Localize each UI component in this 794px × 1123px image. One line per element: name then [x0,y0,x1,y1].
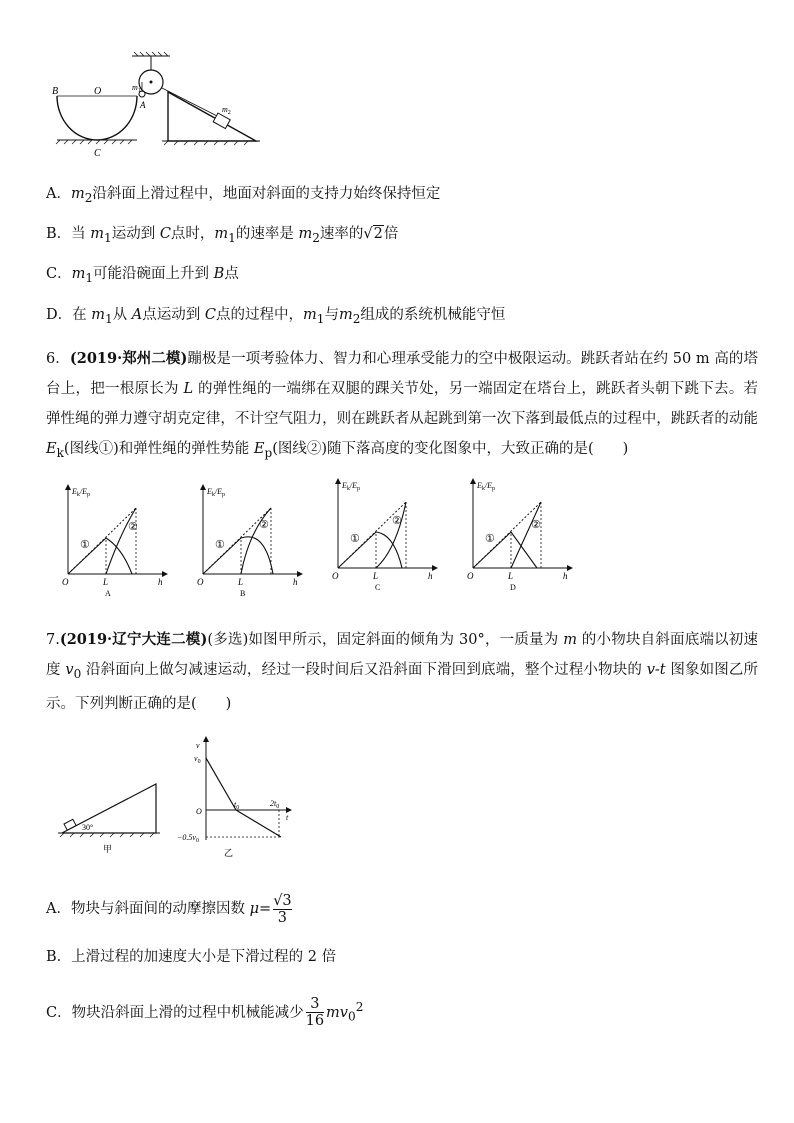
q5-option-c[interactable]: C．$m_1$可能沿碗面上升到 B点 [46,266,239,285]
svg-text:−0.5v0: $-0.5v_0$ [177,833,199,844]
svg-text:①: ① [485,533,495,545]
q5-option-a[interactable]: A．$m_2$沿斜面上滑过程中，地面对斜面的支持力始终保持恒定 [46,186,441,205]
svg-text:v: v [196,741,200,750]
fig-7-vt-graph [176,736,306,861]
svg-text:Ek/Ep: $E_k/E_p$ [477,481,496,492]
svg-text:B: B [52,86,59,97]
svg-text:Ek/Ep: $E_k/E_p$ [342,481,361,492]
question-6: 6．(2019·郑州二模)蹦极是一项考验体力、智力和心理承受能力的空中极限运动。跳跃者站在约 50 m 高的塔台上，把一根原长为 L 的弹性绳的一端绑在双腿的踝关节处，另一端固定在塔台上，跳跃者头朝下跳下去。若弹性绳的弹力遵守胡克定律，不计空气阻力，则在跳跃者从起跳到第一次下落到最低点的过程中，跳跃者的动能 $E_k$(图线①)和弹性绳的弹性势能 $E_p$(图线②)随下落高度的变化图象中，大致正确的是( ) [46,350,759,460]
svg-text:O: O [197,577,204,587]
svg-text:A: A [105,589,111,598]
svg-text:L: L [238,577,244,587]
svg-text:h: h [293,577,298,587]
svg-text:t0: $t_0$ [234,800,240,811]
svg-text:Ek/Ep: $E_k/E_p$ [72,487,91,498]
svg-text:甲: 甲 [103,844,113,854]
svg-text:h: h [158,577,163,587]
svg-text:B: B [240,589,246,598]
graph-option-a[interactable] [62,484,172,599]
svg-text:②: ② [128,521,138,533]
graph-option-c[interactable] [332,478,442,593]
fig-7-incline [56,776,166,856]
q7-option-c[interactable]: C．物块沿斜面上滑的过程中机械能减少 $\frac{3}{16}$ $mv_0^2$ [46,996,364,1030]
svg-text:D: D [510,583,516,592]
q5-option-b[interactable]: B．当 $m_1$运动到 C点时，$m_1$的速率是 $m_2$速率的√2倍 [46,226,399,245]
svg-text:②: ② [392,515,402,527]
svg-text:②: ② [531,519,541,531]
svg-text:C: C [375,583,381,592]
svg-text:h: h [428,571,433,581]
svg-text:Ek/Ep: $E_k/E_p$ [207,487,226,498]
svg-text:乙: 乙 [224,848,234,858]
q7-option-a[interactable]: A．物块与斜面间的动摩擦因数 μ= $\frac{√3}{3}$ [46,892,292,926]
svg-text:L: L [373,571,379,581]
svg-text:①: ① [80,539,90,551]
svg-text:m2: $m_2$ [222,105,231,116]
svg-text:O: O [332,571,339,581]
svg-text:30°: 30° [82,823,94,832]
svg-text:2t0: $2t_0$ [270,799,280,810]
svg-text:A: A [140,100,146,110]
bowl [57,96,137,140]
svg-text:h: h [563,571,568,581]
svg-text:C: C [94,148,101,159]
q5-option-d[interactable]: D．在 $m_1$从 A点运动到 C点的过程中，$m_1$与$m_2$组成的系统机械能守恒 [46,307,506,326]
svg-text:②: ② [259,519,269,531]
small-block [64,819,76,830]
svg-text:①: ① [350,533,360,545]
q5-figure [50,52,310,162]
svg-text:L: L [508,571,514,581]
svg-text:O: O [94,86,102,97]
svg-text:①: ① [215,539,225,551]
svg-text:m1: $m_1$ [132,83,141,94]
graph-option-b[interactable] [197,484,307,599]
incline [168,92,256,141]
question-7: 7.(2019·辽宁大连二模)(多选)如图甲所示，固定斜面的倾角为 30°，一质量为 m 的小物块自斜面底端以初速度 $v_0$ 沿斜面向上做匀减速运动，经过一段时间后又沿斜面下滑回到底端，整个过程小物块的 v-t 图象如图乙所示。下列判断正确的是( ) [46,631,759,712]
svg-text:O: O [62,577,69,587]
svg-text:v0: $v_0$ [194,754,201,765]
graph-option-d[interactable] [467,478,577,593]
svg-text:O: O [467,571,474,581]
svg-text:t: t [286,813,289,822]
q7-option-b[interactable]: B．上滑过程的加速度大小是下滑过程的 2 倍 [46,949,337,965]
svg-text:L: L [103,577,109,587]
svg-text:O: O [196,807,202,816]
